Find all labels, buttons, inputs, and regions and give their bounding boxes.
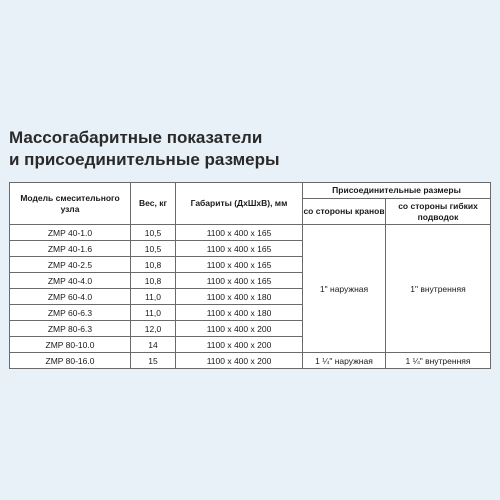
page-title <box>9 127 280 171</box>
cell-model: ZMP 40-4.0 <box>10 273 131 289</box>
cell-weight: 10,8 <box>131 273 176 289</box>
header-hose-side: со стороны гибких подводок <box>386 199 491 225</box>
header-weight: Вес, кг <box>131 183 176 225</box>
header-dimensions: Габариты (ДхШхВ), мм <box>176 183 303 225</box>
cell-dimensions: 1100 х 400 х 165 <box>176 273 303 289</box>
cell-valve-connection: 1" наружная <box>303 225 386 353</box>
title-line-2: и присоединительные размеры <box>9 150 280 169</box>
cell-model: ZMP 80-10.0 <box>10 337 131 353</box>
cell-model: ZMP 80-6.3 <box>10 321 131 337</box>
table-row <box>10 353 491 369</box>
header-model: Модель смесительного узла <box>10 183 131 225</box>
cell-weight: 10,5 <box>131 225 176 241</box>
cell-weight: 15 <box>131 353 176 369</box>
cell-model: ZMP 80-16.0 <box>10 353 131 369</box>
specs-table <box>9 182 491 369</box>
cell-dimensions: 1100 х 400 х 165 <box>176 257 303 273</box>
cell-model: ZMP 40-2.5 <box>10 257 131 273</box>
table-header-row <box>10 183 491 199</box>
cell-dimensions: 1100 х 400 х 200 <box>176 321 303 337</box>
cell-weight: 14 <box>131 337 176 353</box>
cell-weight: 11,0 <box>131 305 176 321</box>
cell-dimensions: 1100 х 400 х 200 <box>176 353 303 369</box>
cell-model: ZMP 40-1.6 <box>10 241 131 257</box>
cell-dimensions: 1100 х 400 х 165 <box>176 241 303 257</box>
table-row <box>10 225 491 241</box>
cell-model: ZMP 40-1.0 <box>10 225 131 241</box>
header-connections: Присоединительные размеры <box>303 183 491 199</box>
cell-dimensions: 1100 х 400 х 180 <box>176 305 303 321</box>
cell-weight: 10,5 <box>131 241 176 257</box>
cell-weight: 11,0 <box>131 289 176 305</box>
cell-dimensions: 1100 х 400 х 180 <box>176 289 303 305</box>
header-valve-side: со стороны кранов <box>303 199 386 225</box>
cell-dimensions: 1100 х 400 х 200 <box>176 337 303 353</box>
cell-model: ZMP 60-6.3 <box>10 305 131 321</box>
cell-hose-connection: 1 ¼" внутренняя <box>386 353 491 369</box>
cell-model: ZMP 60-4.0 <box>10 289 131 305</box>
cell-weight: 10,8 <box>131 257 176 273</box>
cell-valve-connection: 1 ¼" наружная <box>303 353 386 369</box>
cell-hose-connection: 1" внутренняя <box>386 225 491 353</box>
title-line-1: Массогабаритные показатели <box>9 128 263 147</box>
cell-dimensions: 1100 х 400 х 165 <box>176 225 303 241</box>
cell-weight: 12,0 <box>131 321 176 337</box>
